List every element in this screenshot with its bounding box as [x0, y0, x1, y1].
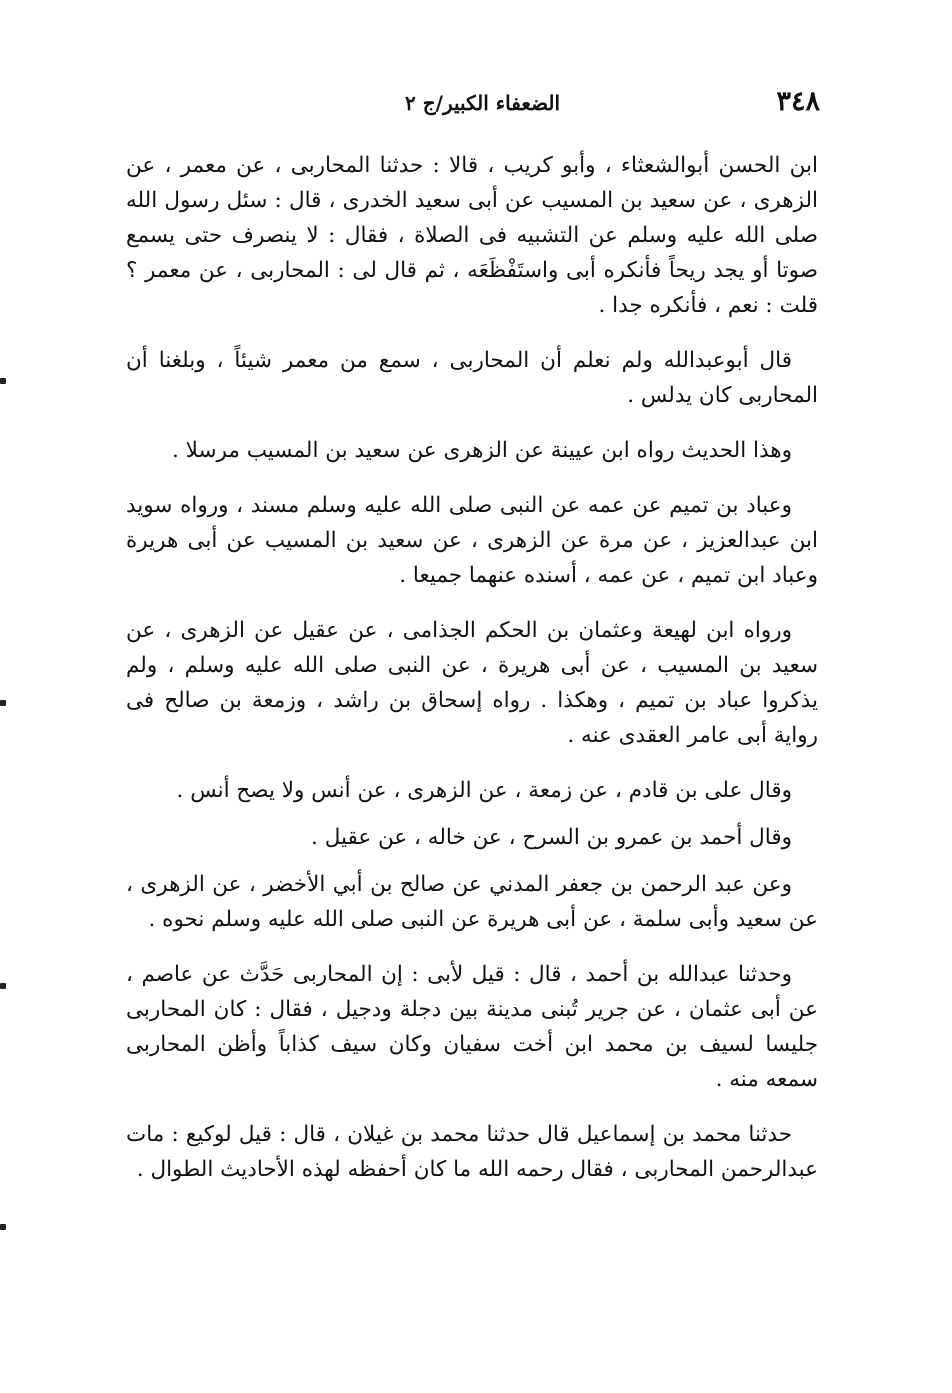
- binding-mark: [0, 378, 6, 384]
- page-header: [120, 84, 820, 124]
- paragraph: وقال أحمد بن عمرو بن السرح ، عن خاله ، عن عقيل .: [311, 825, 792, 850]
- page-number: ٣٤٨: [776, 86, 820, 117]
- paragraph: وعباد بن تميم عن عمه عن النبى صلى الله عليه وسلم مسند ، ورواه سويد ابن عبدالعزيز ، عن مرة عن الزهرى ، عن سعيد بن المسيب عن أبى هريرة وعباد ابن تميم ، عن عمه ، أسنده عنهما جميعا .: [126, 493, 818, 588]
- paragraph: وعن عبد الرحمن بن جعفر المدني عن صالح بن أبي الأخضر ، عن الزهرى ، عن سعيد وأبى سلمة ، عن أبى هريرة عن النبى صلى الله عليه وسلم نحوه .: [126, 872, 818, 932]
- binding-mark: [0, 983, 6, 989]
- binding-mark: [0, 1224, 6, 1230]
- paragraph: وقال على بن قادم ، عن زمعة ، عن الزهرى ، عن أنس ولا يصح أنس .: [176, 778, 792, 803]
- paragraph: حدثنا محمد بن إسماعيل قال حدثنا محمد بن غيلان ، قال : قيل لوكيع : مات عبدالرحمن المحاربى ، فقال رحمه الله ما كان أحفظه لهذه الأحاديث الطوال .: [126, 1122, 818, 1182]
- running-title: الضعفاء الكبير/ج ٢: [405, 91, 560, 115]
- paragraph: ورواه ابن لهيعة وعثمان بن الحكم الجذامى ، عن عقيل عن الزهرى ، عن سعيد بن المسيب ، عن أبى هريرة ، عن النبى صلى الله عليه وسلم ، ولم يذكروا عباد بن تميم ، وهكذا . رواه إسحاق بن راشد ، وزمعة بن صالح فى رواية أبى عامر العقدى عنه .: [126, 618, 818, 748]
- body-text: [126, 148, 818, 1207]
- paragraph: وحدثنا عبدالله بن أحمد ، قال : قيل لأبى : إن المحاربى حَدَّث عن عاصم ، عن أبى عثمان ، عن جرير تُبنى مدينة بين دجلة ودجيل ، فقال : كان المحاربى جليسا لسيف بن محمد ابن أخت سفيان وكان سيف كذاباً وأظن المحاربى سمعه منه .: [126, 962, 818, 1092]
- paragraph: ابن الحسن أبوالشعثاء ، وأبو كريب ، قالا : حدثنا المحاربى ، عن معمر ، عن الزهرى ، عن سعيد بن المسيب عن أبى سعيد الخدرى ، قال : سئل رسول الله صلى الله عليه وسلم عن التشبيه فى الصلاة ، فقال : لا ينصرف حتى يسمع صوتا أو يجد ريحاً فأنكره أبى واستَفْظَعَه ، ثم قال لى : المحاربى ، عن معمر ؟ قلت : نعم ، فأنكره جدا .: [126, 153, 818, 318]
- paragraph: وهذا الحديث رواه ابن عيينة عن الزهرى عن سعيد بن المسيب مرسلا .: [171, 438, 792, 463]
- paragraph: قال أبوعبدالله ولم نعلم أن المحاربى ، سمع من معمر شيئاً ، وبلغنا أن المحاربى كان يدلس .: [126, 348, 818, 408]
- binding-mark: [0, 700, 6, 706]
